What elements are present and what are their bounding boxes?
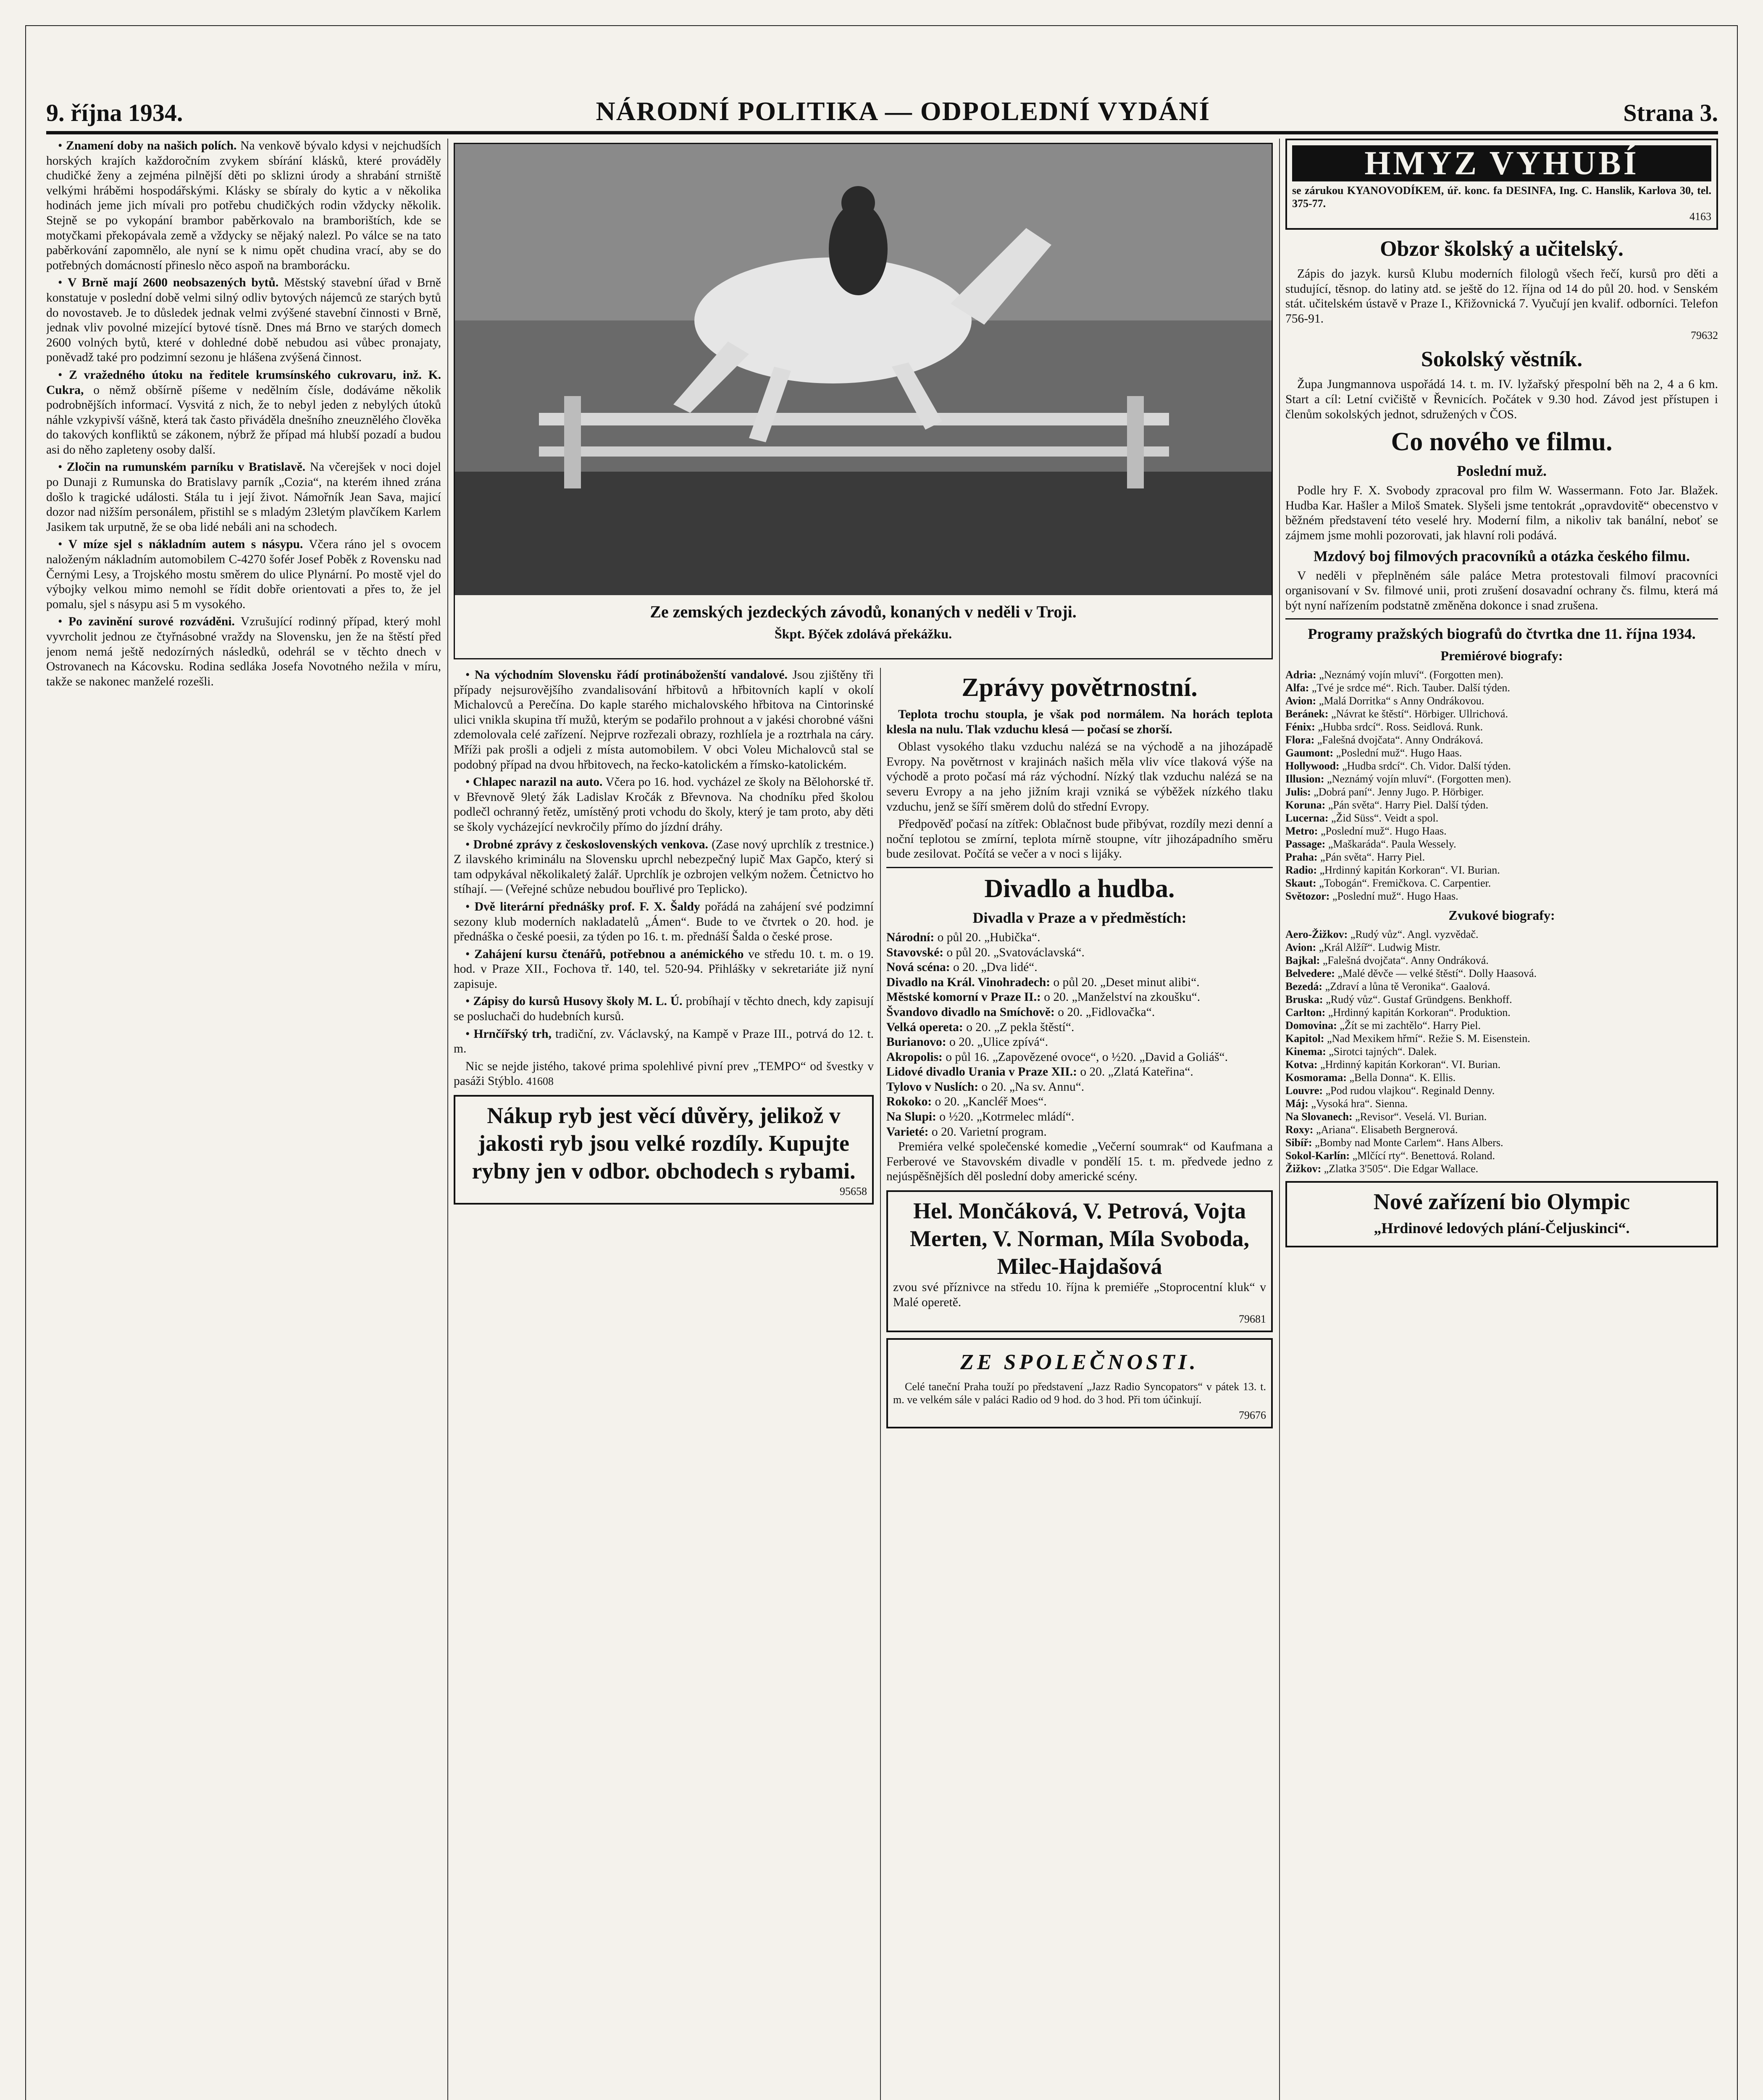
list-item bbox=[1285, 1019, 1718, 1032]
theatre-text: Premiéra velké společenské komedie „Večerní soumrak“ od Kaufmana a Ferberové ve Stavovském divadle v pondělí 15. t. m. předvede jedno z nejúspěšnějších děl poslední doby americké scény. bbox=[886, 1140, 1273, 1184]
weather-forecast: Předpověď počasí na zítřek: Oblačnost bude přibývat, rozdíly mezi denní a noční teplotou se zmírní, teplota mírně stoupne, vítr jihozápadního směru bude zesilovat. Počítá se večer a v noci s lijáky. bbox=[886, 817, 1273, 861]
list-item-name: Stavovské: bbox=[886, 945, 947, 959]
list-item-name: Avion: bbox=[1285, 941, 1319, 954]
list-item-name: Žižkov: bbox=[1285, 1163, 1324, 1175]
ad-ref: 79676 bbox=[1239, 1409, 1266, 1422]
list-item-name: Světozor: bbox=[1285, 890, 1332, 903]
list-item-text: „Zdraví a lůna tě Veronika“. Gaalová. bbox=[1325, 980, 1490, 993]
ad-text: Celé taneční Praha touží po představení „Jazz Radio Syncopators“ v pátek 13. t. m. ve velkém sále v paláci Radio od 9 hod. do 3 hod. Při tom účinkují. bbox=[893, 1381, 1266, 1406]
article: • Z vražedného útoku na ředitele krumsínského cukrovaru, inž. K. Cukra, o němž obšírně píšeme v nedělním čísle, dodáváme několik podrobnějších informací. Vysvitá z nich, že to nebyl jeden z nebylých útoků náhle vzkypivší vášně, která tak často přiváděla dnešního zneuznělého člověka do takových konfliktů se zákonem, nýbrž že případ má hlubší pozadí a budou asi do něho zapleteny osoby další. bbox=[46, 368, 441, 457]
list-item-name: Akropolis: bbox=[886, 1050, 946, 1064]
list-item-name: Kinema: bbox=[1285, 1045, 1329, 1058]
list-item bbox=[1285, 941, 1718, 954]
list-item bbox=[1285, 1123, 1718, 1136]
list-item-name: Kotva: bbox=[1285, 1058, 1321, 1071]
photo-caption-sub: Škpt. Býček zdolává překážku. bbox=[774, 626, 952, 641]
list-item-name: Městské komorní v Praze II.: bbox=[886, 990, 1044, 1004]
list-item-name: Divadlo na Král. Vinohradech: bbox=[886, 975, 1054, 989]
list-item-name: Bruska: bbox=[1285, 993, 1326, 1006]
list-item-name: Louvre: bbox=[1285, 1084, 1326, 1097]
list-item-text: „Tvé je srdce mé“. Rich. Tauber. Další týden. bbox=[1311, 682, 1510, 694]
list-item bbox=[1285, 785, 1718, 798]
list-item-text: „Hrdinný kapitán Korkoran“. VI. Burian. bbox=[1320, 1058, 1501, 1071]
list-item bbox=[886, 1095, 1273, 1110]
list-item-name: Varieté: bbox=[886, 1125, 932, 1139]
list-item bbox=[1285, 993, 1718, 1006]
list-item-name: Belvedere: bbox=[1285, 967, 1338, 980]
weather-title: Zprávy povětrnostní. bbox=[962, 673, 1198, 702]
list-item-text: „Nad Mexikem hřmí“. Režie S. M. Eisenstein. bbox=[1327, 1032, 1530, 1045]
news-photo bbox=[454, 143, 1273, 659]
list-item-name: Praha: bbox=[1285, 851, 1321, 864]
list-item-name: Metro: bbox=[1285, 825, 1321, 837]
list-item-name: Nová scéna: bbox=[886, 961, 953, 974]
weather-text: Oblast vysokého tlaku vzduchu nalézá se na východě a na jihozápadě Evropy. Na povětrnost v krajinách našich měla vliv více tlaková výše na východě a proto počasí má ráz východní. Nízký tlak vzduchu nalézá se na severu Evropy a na jeho jižním kraji vzniká se výběžek nízkého tlaku vzduchu, jenž se šíří směrem dolů do střední Evropy. bbox=[886, 740, 1273, 814]
ad-text: Hel. Mončáková, V. Petrová, Vojta Merten, V. Norman, Míla Svoboda, Milec-Hajdašová bbox=[910, 1198, 1249, 1279]
list-item-text: o 20. „Dva lidé“. bbox=[953, 961, 1038, 974]
ad-ref: 95658 bbox=[840, 1185, 867, 1198]
article: • V míze sjel s nákladním autem s násypu. Včera ráno jel s ovocem naloženým nákladním automobilem C-4270 šofér Josef Poběk z Rovensku nad Černými Lesy, a Trojského mostu směrem do ulice Plynární. Po mostě vjel do výbojky velkou mimo nemohl se řídit dobře orientovati a přes to, že jel pomalu, sjel s násypu asi 5 m vysokého. bbox=[46, 538, 441, 611]
article-body: (Zase nový uprchlík z trestnice.) Z ilavského kriminálu na Slovensku uprchl nebezpečný lupič Max Gapčo, který si tam odpykával několikaletý žalář. Uprchlík je ozbrojen velkým nožem. Četnictvo ho stíhají. — (Veřejné schůze nebudou bouřlivé pro Teplicko). bbox=[454, 837, 874, 896]
ad-ref: 79632 bbox=[1691, 329, 1718, 342]
list-item-name: Flora: bbox=[1285, 734, 1317, 746]
list-item-text: „Žít se mi zachtělo“. Harry Piel. bbox=[1340, 1019, 1481, 1032]
issue-date: 9. října 1934. bbox=[46, 99, 183, 126]
list-item-text: „Vysoká hra“. Sienna. bbox=[1311, 1097, 1408, 1110]
column-3 bbox=[886, 668, 1273, 2100]
list-item-text: „Návrat ke štěstí“. Hörbiger. Ullrichová. bbox=[1331, 708, 1508, 720]
article-title: Chlapec narazil na auto. bbox=[473, 775, 603, 789]
article-body: Vzrušující rodinný případ, který mohl vyvrcholit jednou ze čtyřnásobné vraždy na Slovensku, jen že na štěstí před jenom nemá ještě nedozírných následků, odehrál se v těchto dnech v Ostrovanech na Kácovsku. Rodina sedláka Josefa Novotného nežila v míru, takže se nakonec manželé rozešli. bbox=[46, 615, 441, 688]
article: • Hrnčířský trh, tradiční, zv. Václavský, na Kampě v Praze III., potrvá do 12. t. m. bbox=[454, 1027, 874, 1056]
pest-advertisement bbox=[1285, 139, 1718, 230]
list-item-text: „Poslední muž“. Hugo Haas. bbox=[1336, 747, 1462, 759]
list-item bbox=[1285, 1071, 1718, 1084]
article-title: Na východním Slovensku řádí protináboženští vandalové. bbox=[474, 668, 788, 682]
list-item-text: „Hubba srdcí“. Ross. Seidlová. Runk. bbox=[1318, 721, 1483, 733]
article: • Zahájení kursu čtenářů, potřebnou a anémického ve středu 10. t. m. o 19. hod. v Praze XII., Fochova tř. 140, tel. 520-94. Přihlášky v sekretariáte již nyní zapisuje. bbox=[454, 947, 874, 991]
list-item bbox=[1285, 746, 1718, 759]
list-item-text: „Hrdinný kapitán Korkoran“. Produktion. bbox=[1328, 1006, 1511, 1019]
list-item-name: Lidové divadlo Urania v Praze XII.: bbox=[886, 1065, 1080, 1079]
article-body: ve středu 10. t. m. o 19. hod. v Praze XII., Fochova tř. 140, tel. 520-94. Přihlášky v sekretariáte již nyní zapisuje. bbox=[454, 947, 874, 991]
list-item bbox=[1285, 1058, 1718, 1071]
list-item bbox=[1285, 798, 1718, 811]
list-item-text: „Rudý vůz“. Gustaf Gründgens. Benkhoff. bbox=[1326, 993, 1512, 1006]
list-item-text: o 20. „Ulice zpívá“. bbox=[949, 1035, 1048, 1049]
theatre-title: Divadlo a hudba. bbox=[984, 874, 1175, 903]
list-item bbox=[1285, 1162, 1718, 1175]
list-item bbox=[886, 930, 1273, 945]
cinema-list-2 bbox=[1285, 928, 1718, 1175]
cinema-programme-title: Programy pražských biografů do čtvrtka dne 11. října 1934. bbox=[1308, 625, 1696, 643]
list-item-text: o 20. „Manželství na zkoušku“. bbox=[1044, 990, 1201, 1004]
film2-text: V neděli v přeplněném sále paláce Metra protestovali filmoví pracovníci organisovaní v Sv. filmové unii, proti zrušení dosavadní ochrany čs. filmu, která má být nyní nařízením podstatně změněna dokonce i snad zrušena. bbox=[1285, 569, 1718, 612]
ad-text: se zárukou KYANOVODÍKEM, úř. konc. fa DESINFA, Ing. C. Hanslik, Karlova 30, tel. 375-77. bbox=[1292, 184, 1711, 210]
school-text: Zápis do jazyk. kursů Klubu moderních filologů všech řečí, kursů pro děti a studující, těsnop. do latiny atd. se ještě do 12. října od 14 do půl 20. hod. v Senském stát. učitelském ústavě v Praze I., Křižovnická 7. Vyučují jen kvalif. odborníci. Telefon 756-91. bbox=[1285, 267, 1718, 326]
article-title: Zločin na rumunském parníku v Bratislavě. bbox=[66, 460, 306, 474]
ad-text-2: „Hrdinové ledových plání-Čeljuskinci“. bbox=[1374, 1220, 1630, 1237]
list-item-text: „Revisor“. Veselá. Vl. Burian. bbox=[1355, 1110, 1487, 1123]
list-item bbox=[1285, 733, 1718, 746]
theatre-subtitle: Divadla v Praze a v předměstích: bbox=[972, 909, 1187, 926]
cinema-list bbox=[1285, 668, 1718, 903]
list-item bbox=[1285, 759, 1718, 772]
list-item bbox=[1285, 890, 1718, 903]
list-item-text: „Neznámý vojín mluví“. (Forgotten men). bbox=[1319, 669, 1503, 681]
list-item bbox=[1285, 1084, 1718, 1097]
film-subtitle: Poslední muž. bbox=[1456, 462, 1547, 480]
list-item bbox=[886, 1080, 1273, 1095]
newspaper-title: NÁRODNÍ POLITIKA — ODPOLEDNÍ VYDÁNÍ bbox=[596, 96, 1211, 126]
list-item bbox=[1285, 1032, 1718, 1045]
list-item-name: Gaumont: bbox=[1285, 747, 1336, 759]
list-item-name: Fénix: bbox=[1285, 721, 1318, 733]
list-item-name: Koruna: bbox=[1285, 799, 1328, 811]
list-item-text: „Poslední muž“. Hugo Haas. bbox=[1320, 825, 1447, 837]
list-item bbox=[886, 945, 1273, 961]
list-item-name: Roxy: bbox=[1285, 1124, 1316, 1136]
list-item-name: Julis: bbox=[1285, 786, 1314, 798]
article: • Drobné zprávy z československých venkova. (Zase nový uprchlík z trestnice.) Z ilavského kriminálu na Slovensku uprchl nebezpečný lupič Max Gapčo, který si tam odpykával několikaletý žalář. Uprchlík je ozbrojen velkým nožem. Četnictvo ho stíhají. — (Veřejné schůze nebudou bouřlivé pro Teplicko). bbox=[454, 837, 874, 896]
horse-jump-image bbox=[455, 144, 1272, 598]
article-title: Znamení doby na našich polích. bbox=[66, 139, 237, 152]
list-item bbox=[1285, 772, 1718, 785]
sokol-text: Župa Jungmannova uspořádá 14. t. m. IV. lyžařský přespolní běh na 2, 4 a 6 km. Start a cíl: Letní cvičiště v Řevnicích. Počátek v 9.30 hod. Závod jest přístupen i členům sokolských jednot, sdružených v ČOS. bbox=[1285, 378, 1718, 421]
photo-caption-text: Ze zemských jezdeckých závodů, konaných v neděli v Troji. bbox=[650, 602, 1077, 621]
list-item bbox=[886, 1125, 1273, 1140]
article-title: Zahájení kursu čtenářů, potřebnou a anémického bbox=[474, 947, 744, 961]
list-item-name: Bezedá: bbox=[1285, 980, 1325, 993]
list-item bbox=[886, 1005, 1273, 1020]
list-item bbox=[886, 990, 1273, 1005]
list-item-text: o 20. „Zlatá Kateřina“. bbox=[1080, 1065, 1193, 1079]
cinema-subtitle-2: Zvukové biografy: bbox=[1448, 908, 1555, 923]
article: • V Brně mají 2600 neobsazených bytů. Městský stavební úřad v Brně konstatuje v poslední době velmi silný odliv bytových nájemců ze starých bytů do novostaveb. Je to důsledek jednak velmi zvýšené stavební činnosti v Brně, jednak vliv povolné mizející bytové tísně. Dnes má Brno ve starých domech 2600 volných bytů, které v dohledné době nebudou asi vůbec pronajaty, poněvadž také pro podzimní sezonu je hlášena zvýšená činnost. bbox=[46, 276, 441, 365]
article-body: pořádá na zahájení své podzimní sezony klub moderních nakladatelů „Ámen“. Bude to ve čtvrtek o 20. hod. je přednáška o české poesii, za týden po 16. t. m. přednáší Šalda o české prose. bbox=[454, 900, 874, 944]
list-item-name: Adria: bbox=[1285, 669, 1319, 681]
list-item-text: „Pán světa“. Harry Piel. bbox=[1320, 851, 1425, 864]
list-item bbox=[886, 1110, 1273, 1125]
list-item bbox=[1285, 681, 1718, 694]
list-item bbox=[1285, 1149, 1718, 1162]
article-body: Jsou zjištěny tři případy nejsurovějšího zvandalisování hřbitovů a hřbitovních kaplí v okolí Michalovců a Perečína. Do kaple starého michalovského hřbitova na Cintorinské ulici vnikla skupina tří mužů, kterým se podařilo prohnout a v jakési chorobné vášni zdemolovala celé zařízení. Nejprve rozřezali obrazy, rozhlíela je a roztrhala na cáry. Mříži pak prošli a odjeli z místa automobilem. V obci Voleu Michalovců stal se podobný případ na dvou hřbitovech, na řecko-katolickém a římsko-katolickém. bbox=[454, 668, 874, 772]
list-item-text: „Malé děvče — velké štěstí“. Dolly Haasová. bbox=[1337, 967, 1537, 980]
list-item-text: „Tobogán“. Fremičkova. C. Carpentier. bbox=[1319, 877, 1491, 890]
article-body: Včera po 16. hod. vycházel ze školy na Bělohorské tř. v Břevnově 9letý žák Ladislav Kročák z Břevnova. Na chodníku před školou podlečl ochranný řetěz, umístěný proti vchodu do školy, který je tam proto, aby děti se školy vycházející nevkročily přímo do jízdní dráhy. bbox=[454, 775, 874, 834]
film-text: Podle hry F. X. Svobody zpracoval pro film W. Wassermann. Foto Jar. Blažek. Hudba Kar. Hašler a Miloš Smatek. Slyšeli jsme tentokrát „opravdovitě“ obecenstvo v běžném představení této veselé hry. Moderní film, a nikoliv tak banální, neboť se zájmem jsme mohli pozorovati, jak hlavní roli podává. bbox=[1285, 484, 1718, 542]
article-body: Městský stavební úřad v Brně konstatuje v poslední době velmi silný odliv bytových nájemců ze starých bytů do novostaveb. Je to důsledek jednak velmi zvýšené stavební činnosti v Brně, jednak vliv povolné mizející bytové tísně. Dnes má Brno ve starých domech 2600 volných bytů, které v dohledné době nebudou asi vůbec pronajaty, poněvadž také pro podzimní sezonu je hlášena zvýšená činnost. bbox=[46, 276, 441, 365]
list-item-name: Máj: bbox=[1285, 1097, 1311, 1110]
list-item bbox=[1285, 864, 1718, 877]
list-item bbox=[1285, 1136, 1718, 1149]
article-title: Po zavinění surové rozváděni. bbox=[68, 615, 235, 629]
list-item bbox=[1285, 1097, 1718, 1110]
article-title: V Brně mají 2600 neobsazených bytů. bbox=[68, 276, 279, 290]
list-item-text: o ½20. „Kotrmelec mládí“. bbox=[939, 1110, 1075, 1124]
film-title: Co nového ve filmu. bbox=[1391, 428, 1613, 457]
list-item-name: Domovina: bbox=[1285, 1019, 1340, 1032]
list-item-name: Alfa: bbox=[1285, 682, 1312, 694]
list-item-text: „Král Alžíř“. Ludwig Mistr. bbox=[1319, 941, 1441, 954]
photo-caption bbox=[455, 595, 1272, 658]
list-item bbox=[1285, 694, 1718, 707]
olympic-advertisement bbox=[1285, 1181, 1718, 1247]
cinema-subtitle: Premiérové biografy: bbox=[1440, 648, 1563, 664]
list-item-name: Rokoko: bbox=[886, 1095, 935, 1109]
list-item-text: „Ariana“. Elisabeth Bergnerová. bbox=[1316, 1124, 1458, 1136]
list-item bbox=[1285, 720, 1718, 733]
article: • Chlapec narazil na auto. Včera po 16. hod. vycházel ze školy na Bělohorské tř. v Břevnově 9letý žák Ladislav Kročák z Břevnova. Na chodníku před školou podlečl ochranný řetěz, umístěný proti vchodu do školy, který je tam proto, aby děti se školy vycházející nevkročily přímo do jízdní dráhy. bbox=[454, 775, 874, 834]
list-item-name: Sokol-Karlín: bbox=[1285, 1150, 1353, 1162]
column-rule bbox=[880, 668, 881, 2100]
article-title: Zápisy do kursů Husovy školy M. L. Ú. bbox=[473, 995, 683, 1008]
list-item-text: o půl 20. „Hubička“. bbox=[937, 930, 1040, 944]
article-body: probíhají v těchto dnech, kdy zapisují se posluchači do hudebních kursů. bbox=[454, 995, 874, 1024]
ad-ref: 4163 bbox=[1689, 210, 1711, 223]
list-item-name: Aero-Žižkov: bbox=[1285, 928, 1350, 941]
article-title: V míze sjel s nákladním autem s násypu. bbox=[68, 538, 303, 551]
list-item-name: Švandovo divadlo na Smíchově: bbox=[886, 1005, 1058, 1019]
list-item bbox=[1285, 1110, 1718, 1123]
list-item bbox=[886, 1020, 1273, 1035]
article-body: Nic se nejde jistého, takové prima spolehlivé pivní prev „TEMPO“ od švestky v pasáži Stýblo. bbox=[454, 1059, 874, 1088]
list-item-name: Velká opereta: bbox=[886, 1020, 967, 1034]
list-item-name: Sibíř: bbox=[1285, 1137, 1315, 1149]
sokol-title: Sokolský věstník. bbox=[1421, 347, 1583, 372]
list-item bbox=[886, 1065, 1273, 1080]
society-advertisement bbox=[886, 1338, 1273, 1428]
list-item-text: o 20. „Na sv. Annu“. bbox=[981, 1080, 1085, 1094]
list-item bbox=[1285, 1006, 1718, 1019]
list-item-text: „Rudý vůz“. Angl. vyzvědač. bbox=[1350, 928, 1479, 941]
article: • Zločin na rumunském parníku v Bratislavě. Na včerejšek v noci dojel po Dunaji z Rumunska do Bratislavy parník „Cozia“, na kterém ihned zrána došlo k tragické události. Stála tu i její život. Námořník Jean Sava, majicí dozor nad nižším personálem, přistihl se s mladým 23letým plavčíkem Karlem Jasikem tak urputně, že se oba lidé nebáli ani na schodech. bbox=[46, 460, 441, 534]
list-item-name: Na Slovanech: bbox=[1285, 1110, 1356, 1123]
list-item-name: Carlton: bbox=[1285, 1006, 1328, 1019]
list-item bbox=[886, 1050, 1273, 1065]
list-item bbox=[1285, 850, 1718, 864]
list-item-text: „Dobrá paní“. Jenny Jugo. P. Hörbiger. bbox=[1314, 786, 1484, 798]
article: • Na východním Slovensku řádí protináboženští vandalové. Jsou zjištěny tři případy nejsurovějšího zvandalisování hřbitovů a hřbitovních kaplí v okolí Michalovců a Perečína. Do kaple starého michalovského hřbitova na Cintorinské ulici vnikla skupina tří mužů, kterým se podařilo prohnout a v jakési chorobné vášni zdemolovala celé zařízení. Nejprve rozřezali obrazy, rozhlíela je a roztrhala na cáry. Mříži pak prošli a odjeli z místa automobilem. V obci Voleu Michalovců stal se podobný případ na dvou hřbitovech, na řecko-katolickém a římsko-katolickém. bbox=[454, 668, 874, 772]
list-item-name: Tylovo v Nuslích: bbox=[886, 1080, 982, 1094]
list-item-text: „Poslední muž“. Hugo Haas. bbox=[1332, 890, 1458, 903]
divider bbox=[1285, 618, 1718, 620]
list-item-name: Radio: bbox=[1285, 864, 1320, 877]
list-item-text: „Hudba srdcí“. Ch. Vidor. Další týden. bbox=[1342, 760, 1511, 772]
list-item-text: „Bella Donna“. K. Ellis. bbox=[1349, 1071, 1456, 1084]
film2-title: Mzdový boj filmových pracovníků a otázka českého filmu. bbox=[1314, 547, 1690, 564]
list-item-text: „Malá Dorritka“ s Anny Ondrákovou. bbox=[1319, 695, 1484, 707]
theatre-list bbox=[886, 930, 1273, 1139]
column-rule bbox=[447, 139, 448, 2100]
article: • Po zavinění surové rozváděni. Vzrušující rodinný případ, který mohl vyvrcholit jednou ze čtyřnásobné vraždy na Slovensku, jen že na štěstí před jenom nemá ještě nedozírných následků, odehrál se v těchto dnech v Ostrovanech na Kácovsku. Rodina sedláka Josefa Novotného nežila v míru, takže se nakonec manželé rozešli. bbox=[46, 615, 441, 688]
list-item-name: Kapitol: bbox=[1285, 1032, 1327, 1045]
article: • Znamení doby na našich polích. Na venkově bývalo kdysi v nejchudších horských krajích každoročním zvykem sbírání klásků, které prováděly chudičké ženy a zejména pilnější děti po sklizni úrody a shrabání strniště velkými hráběmi hospodářskými. Klásky se sbíraly do kytic a v několika hodinách jeme jich mívali pro potřebu chudičkých rodin vždycky několik. Stejně se po vykopání brambor paběrkovalo na bramborištích, kde se motyčkami překopávala země a vždycky se nějaký nalezl. Po válce se na tato paběrkování zapomnělo, ale nyní se k nimu opět chudina vrací, aby se do potřebných domácností přineslo něco aspoň na bramborácku. bbox=[46, 139, 441, 272]
list-item bbox=[886, 1035, 1273, 1050]
list-item-text: o 20. Varietní program. bbox=[931, 1125, 1047, 1139]
list-item-name: Na Slupi: bbox=[886, 1110, 940, 1124]
list-item-name: Burianovo: bbox=[886, 1035, 949, 1049]
column-4 bbox=[1285, 139, 1718, 2100]
list-item bbox=[886, 975, 1273, 990]
list-item-text: „Sirotci tajných“. Dalek. bbox=[1329, 1045, 1437, 1058]
ad-ref: 41608 bbox=[526, 1075, 554, 1088]
list-item-text: „Falešná dvojčata“. Anny Ondráková. bbox=[1322, 954, 1489, 967]
list-item-text: o 20. „Fidlovačka“. bbox=[1058, 1005, 1155, 1019]
ad-ref: 79681 bbox=[1239, 1313, 1266, 1326]
list-item-name: Illusion: bbox=[1285, 773, 1327, 785]
article-body: Na venkově bývalo kdysi v nejchudších horských krajích každoročním zvykem sbírání klásků, které prováděly chudičké ženy a zejména pilnější děti po sklizni úrody a shrabání strniště velkými hráběmi hospodářskými. Klásky se sbíraly do kytic a v několika hodinách jeme jich mívali pro potřebu chudičkých rodin vždycky několik. Stejně se po vykopání brambor paběrkovalo na bramborištích, kde se motyčkami překopávala země a vždycky se nějaký nalezl. Po válce se na tato paběrkování zapomnělo, ale nyní se k nimu opět chudina vrací, aby se do potřebných domácností přineslo něco aspoň na bramborácku. bbox=[46, 139, 441, 272]
list-item-name: Bajkal: bbox=[1285, 954, 1323, 967]
column-rule bbox=[1279, 139, 1280, 2100]
list-item-text: o 20. „Kancléř Moes“. bbox=[935, 1095, 1047, 1109]
article bbox=[454, 1059, 874, 1089]
article-title: Hrnčířský trh, bbox=[473, 1027, 552, 1041]
list-item bbox=[886, 960, 1273, 975]
list-item bbox=[1285, 967, 1718, 980]
list-item-text: o půl 16. „Zapovězené ovoce“, o ½20. „David a Goliáš“. bbox=[946, 1050, 1228, 1064]
list-item-text: „Maškaráda“. Paula Wessely. bbox=[1328, 838, 1456, 850]
list-item-text: „Mlčící rty“. Benettová. Roland. bbox=[1352, 1150, 1495, 1162]
divider bbox=[886, 867, 1273, 868]
list-item-name: Avion: bbox=[1285, 695, 1319, 707]
article-body: tradiční, zv. Václavský, na Kampě v Praze III., potrvá do 12. t. m. bbox=[454, 1027, 874, 1056]
ad-title: ZE SPOLEČNOSTI. bbox=[960, 1350, 1199, 1375]
fish-advertisement bbox=[454, 1095, 874, 1205]
page-header bbox=[46, 88, 1718, 134]
list-item-name: Passage: bbox=[1285, 838, 1328, 850]
list-item-text: „Neznámý vojín mluví“. (Forgotten men). bbox=[1327, 773, 1511, 785]
column-2 bbox=[454, 668, 874, 2100]
article-body: Na včerejšek v noci dojel po Dunaji z Rumunska do Bratislavy parník „Cozia“, na kterém ihned zrána došlo k tragické události. Stála tu i její život. Námořník Jean Sava, majicí dozor nad nižším personálem, přistihl se s mladým 23letým plavčíkem Karlem Jasikem tak urputně, že se oba lidé nebáli ani na schodech. bbox=[46, 460, 441, 534]
school-title: Obzor školský a učitelský. bbox=[1380, 237, 1624, 261]
article-body: Včera ráno jel s ovocem naloženým nákladním automobilem C-4270 šofér Josef Poběk z Rovensku nad Černými Lesy, a Trojského mostu směrem do ulice Plynární. Po mostě vjel do výbojky velkou mimo nemohl se řídit dobře orientovati a přes to, že jel pomalu, sjel s násypu asi 5 m vysokého. bbox=[46, 538, 441, 611]
article: • Zápisy do kursů Husovy školy M. L. Ú. probíhají v těchto dnech, kdy zapisují se posluchači do hudebních kursů. bbox=[454, 995, 874, 1024]
list-item-text: o 20. „Z pekla štěstí“. bbox=[966, 1020, 1075, 1034]
list-item bbox=[1285, 928, 1718, 941]
list-item bbox=[1285, 707, 1718, 720]
list-item bbox=[1285, 668, 1718, 681]
article-title: Z vražedného útoku na ředitele krumsínského cukrovaru, inž. K. Cukra, bbox=[46, 368, 441, 397]
list-item-text: „Zlatka 3'505“. Die Edgar Wallace. bbox=[1324, 1163, 1479, 1175]
list-item-name: Lucerna: bbox=[1285, 812, 1332, 824]
list-item bbox=[1285, 877, 1718, 890]
list-item-name: Kosmorama: bbox=[1285, 1071, 1350, 1084]
article: • Dvě literární přednášky prof. F. X. Šaldy pořádá na zahájení své podzimní sezony klub moderních nakladatelů „Ámen“. Bude to ve čtvrtek o 20. hod. je přednáška o české poesii, za týden po 16. t. m. přednáší Šalda o české prose. bbox=[454, 900, 874, 944]
list-item bbox=[1285, 980, 1718, 993]
list-item-text: o půl 20. „Deset minut alibi“. bbox=[1053, 975, 1200, 989]
operetta-advertisement bbox=[886, 1190, 1273, 1332]
article-body: o němž obšírně píšeme v nedělním čísle, dodáváme několik podrobnějších informací. Vysvitá z nich, že to nebyl jeden z nebylých útoků náhle vzkypivší vášně, která tak často přiváděla dnešního zneuznělého člověka do takových konfliktů se zákonem, nýbrž že případ má hlubší pozadí a budou asi do něho zapleteny osoby další. bbox=[46, 383, 441, 457]
list-item-text: „Falešná dvojčata“. Anny Ondráková. bbox=[1317, 734, 1483, 746]
column-1 bbox=[46, 139, 441, 2100]
list-item-text: „Žid Süss“. Veidt a spol. bbox=[1331, 812, 1439, 824]
list-item bbox=[1285, 837, 1718, 850]
list-item bbox=[1285, 811, 1718, 824]
ad-text: Nákup ryb jest věcí důvěry, jelikož v jakosti ryb jsou velké rozdíly. Kupujte rybny jen v odbor. obchodech s rybami. bbox=[472, 1103, 856, 1184]
ad-text-tail: zvou své příznivce na středu 10. října k premiéře „Stoprocentní kluk“ v Malé operetě. bbox=[893, 1281, 1266, 1309]
list-item-name: Národní: bbox=[886, 930, 938, 944]
list-item-text: o půl 20. „Svatováclavská“. bbox=[946, 945, 1085, 959]
list-item-text: „Hrdinný kapitán Korkoran“. VI. Burian. bbox=[1319, 864, 1500, 877]
list-item-name: Hollywood: bbox=[1285, 760, 1343, 772]
ad-text: Nové zařízení bio Olympic bbox=[1373, 1189, 1630, 1215]
list-item bbox=[1285, 824, 1718, 837]
page-number: Strana 3. bbox=[1623, 99, 1718, 126]
list-item bbox=[1285, 954, 1718, 967]
list-item-name: Beránek: bbox=[1285, 708, 1332, 720]
list-item-text: „Pán světa“. Harry Piel. Další týden. bbox=[1328, 799, 1489, 811]
article-title: Dvě literární přednášky prof. F. X. Šaldy bbox=[474, 900, 700, 914]
list-item-name: Skaut: bbox=[1285, 877, 1319, 890]
list-item-text: „Bomby nad Monte Carlem“. Hans Albers. bbox=[1315, 1137, 1503, 1149]
list-item bbox=[1285, 1045, 1718, 1058]
article-title: Drobné zprávy z československých venkova. bbox=[473, 837, 708, 851]
ad-headline: HMYZ VYHUBÍ bbox=[1292, 145, 1711, 181]
weather-lead: Teplota trochu stoupla, je však pod normálem. Na horách teplota klesla na nulu. Tlak vzduchu klesá — počasí se zhorší. bbox=[886, 708, 1273, 736]
list-item-text: „Pod rudou vlajkou“. Reginald Denny. bbox=[1325, 1084, 1495, 1097]
